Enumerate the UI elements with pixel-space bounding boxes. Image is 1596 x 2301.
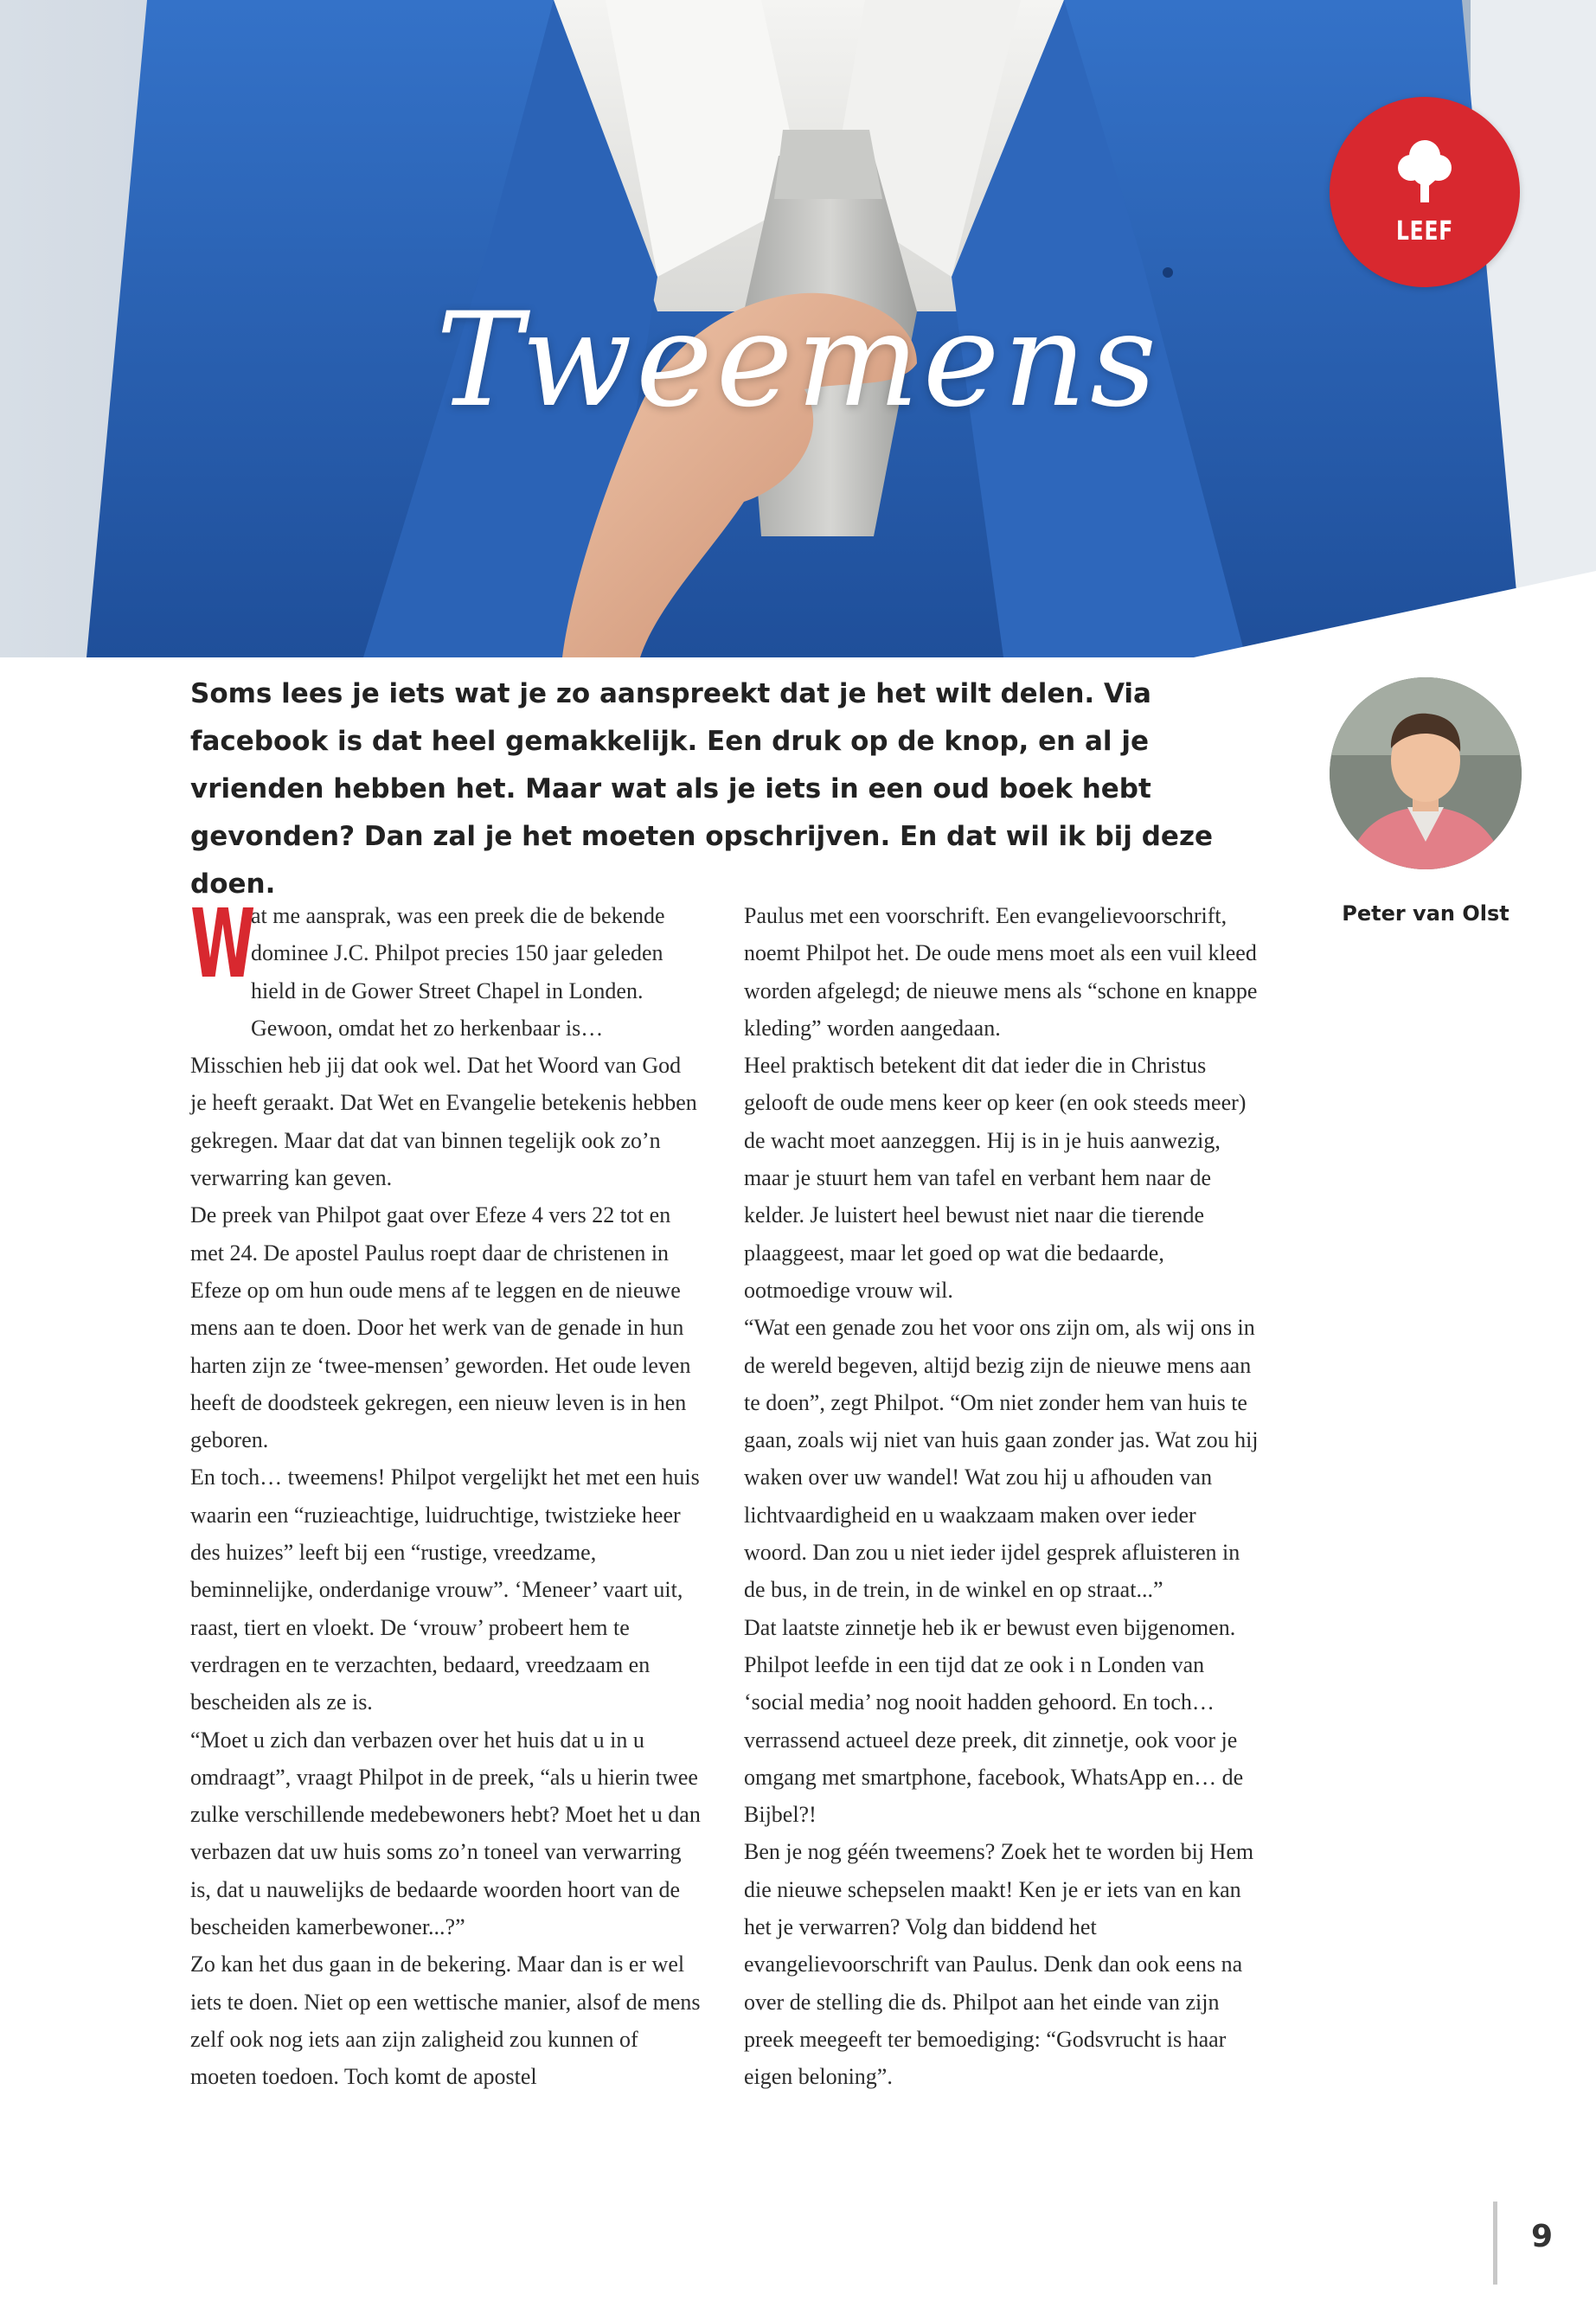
article-title: Tweemens bbox=[435, 285, 1161, 436]
paragraph-text: at me aansprak, was een preek die de bekende dominee J.C. Philpot precies 150 jaar geleden hield in de Gower Street Chapel in Londen. Gewoon, omdat het zo herkenbaar is… Misschien heb jij dat ook wel. Dat het Woord van God je heeft geraakt. Dat Wet en Evangelie betekenis hebben gekregen. Maar dat dat van binnen tegelijk ook zo’n verwarring kan geven. bbox=[190, 903, 697, 1191]
category-label: LEEF bbox=[1395, 216, 1453, 247]
drop-cap: W bbox=[190, 888, 256, 999]
page-number: 9 bbox=[1531, 2219, 1554, 2254]
paragraph: “Moet u zich dan verbazen over het huis dat u in u omdraagt”, vraagt Philpot in de preek, “als u hierin twee zulke verschillende medebewoners hebt? Moet het u dan verbazen dat uw huis soms zo’n toneel van verwarring is, dat u nauwelijks de bedaarde woorden hoort van de bescheiden kamerbewoner...?” bbox=[190, 1727, 701, 1940]
paragraph: Dat laatste zinnetje heb ik er bewust even bijgenomen. Philpot leefde in een tijd dat ze ook i n Londen van ‘social media’ nog nooit hadden gehoord. En toch… verrassend actueel deze preek, dit zinnetje, ook voor je omgang met smartphone, facebook, WhatsApp en… de Bijbel?! bbox=[744, 1614, 1244, 1828]
tree-icon bbox=[1390, 133, 1459, 211]
paragraph: Ben je nog géén tweemens? Zoek het te worden bij Hem die nieuwe schepselen maakt! Ken je er iets van en kan het je verwarren? Volg dan biddend het evangelievoorschrift van Paulus. Denk dan ook eens na over de stelling die ds. Philpot aan het einde van zijn preek meegeeft ter bemoediging: “Godsvrucht is haar eigen beloning”. bbox=[744, 1839, 1254, 2090]
paragraph: Paulus met een voorschrift. Een evangelievoorschrift, noemt Philpot het. De oude mens moet als een vuil kleed worden afgelegd; de nieuwe mens als “schone en knappe kleding” worden aangedaan. bbox=[744, 903, 1258, 1041]
paragraph bbox=[190, 888, 701, 1196]
hero-photo bbox=[0, 0, 1596, 657]
paragraph: Zo kan het dus gaan in de bekering. Maar dan is er wel iets te doen. Niet op een wettische manier, alsof de mens zelf ook nog iets aan zijn zaligheid zou kunnen of moeten toedoen. Toch komt de apostel bbox=[190, 1952, 701, 2090]
category-badge bbox=[1330, 97, 1520, 287]
article-column-2 bbox=[744, 897, 1263, 2096]
paragraph: En toch… tweemens! Philpot vergelijkt het met een huis waarin een “ruzieachtige, luidruchtige, twistzieke heer des huizes” leeft bij een “rustige, vreedzame, beminnelijke, onderdanige vrouw”. ‘Meneer’ vaart uit, raast, tiert en vloekt. De ‘vrouw’ probeert hem te verdragen en te verzachten, bedaard, vreedzaam en bescheiden als ze is. bbox=[190, 1465, 700, 1715]
article-intro: Soms lees je iets wat je zo aanspreekt dat je het wilt delen. Via facebook is dat heel gemakkelijk. Een druk op de knop, en al je vrienden hebben het. Maar wat als je iets in een oud boek hebt gevonden? Dan zal je het moeten opschrijven. En dat wil ik bij deze doen. bbox=[190, 678, 1214, 900]
page-number-rule bbox=[1493, 2202, 1497, 2285]
author-name: Peter van Olst bbox=[1342, 901, 1509, 926]
paragraph: De preek van Philpot gaat over Efeze 4 vers 22 tot en met 24. De apostel Paulus roept daar de christenen in Efeze op om hun oude mens af te leggen en de nieuwe mens aan te doen. Door het werk van de genade in hun harten zijn ze ‘twee-mensen’ geworden. Het oude leven heeft de doodsteek gekregen, een nieuw leven is in hen geboren. bbox=[190, 1202, 691, 1453]
paragraph: Heel praktisch betekent dit dat ieder die in Christus gelooft de oude mens keer op keer (en ook steeds meer) de wacht moet aanzeggen. Hij is in je huis aanwezig, maar je stuurt hem van tafel en verbant hem naar de kelder. Je luistert heel bewust niet naar die tierende plaaggeest, maar let goed op wat die bedaarde, ootmoedige vrouw wil. bbox=[744, 1053, 1247, 1303]
article-column-1 bbox=[190, 888, 701, 2096]
paragraph: “Wat een genade zou het voor ons zijn om, als wij ons in de wereld begeven, altijd bezig zijn de nieuwe mens aan te doen”, zegt Philpot. “Om niet zonder hem van huis te gaan, zoals wij niet van huis gaan zonder jas. Wat zou hij waken over uw wandel! Wat zou hij u afhouden van lichtvaardigheid en u waakzaam maken over ieder woord. Dan zou u niet ieder ijdel gesprek afluisteren in de bus, in de trein, in de winkel en op straat...” bbox=[744, 1315, 1259, 1603]
author-avatar bbox=[1330, 677, 1522, 869]
